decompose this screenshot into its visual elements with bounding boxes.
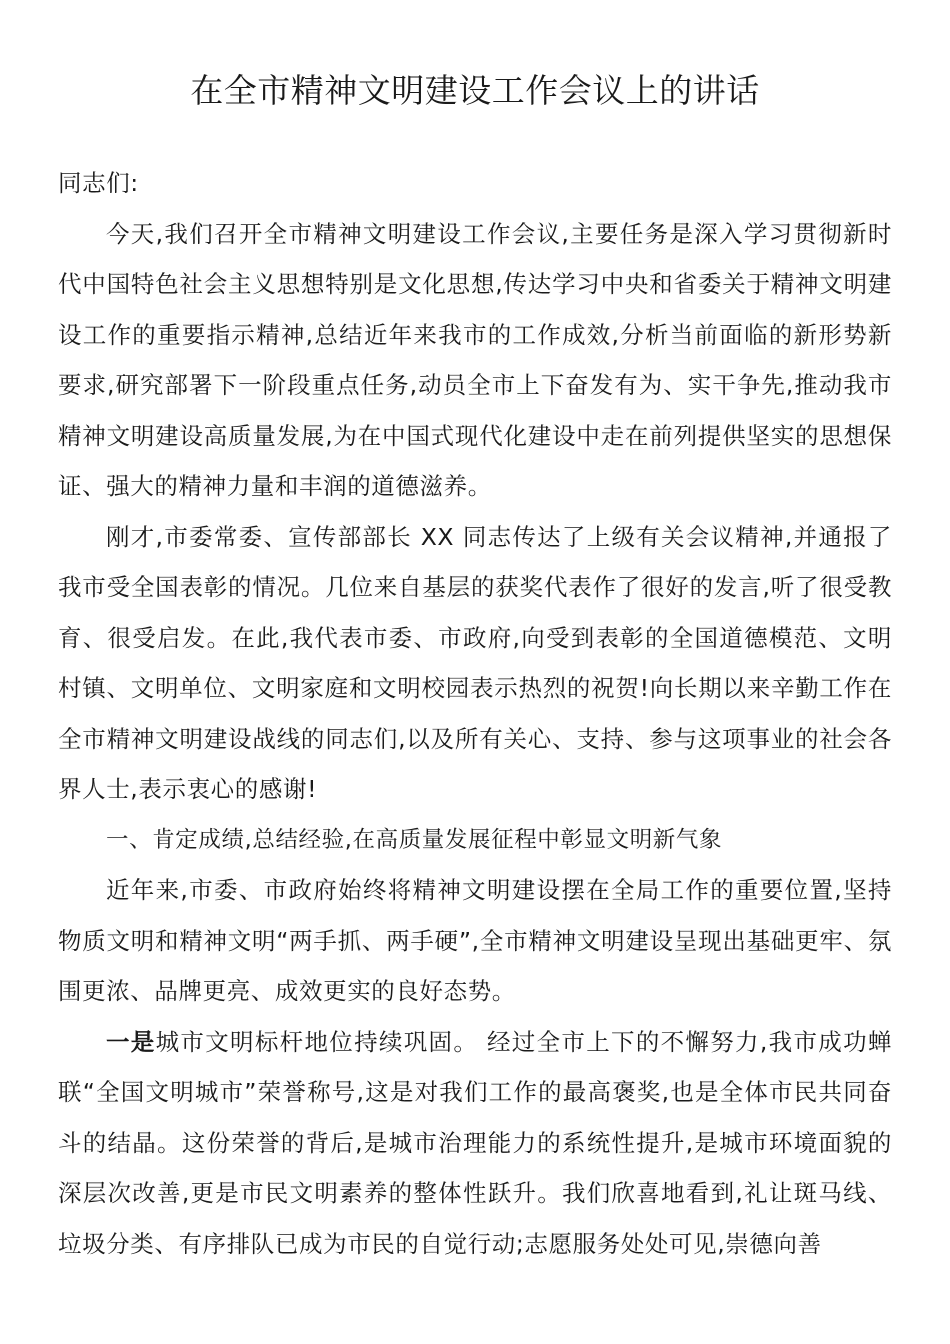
paragraph-text: 刚才,市委常委、宣传部部长 XX 同志传达了上级有关会议精神,并通报了我市受全国表彰的情况。几位来自基层的获奖代表作了很好的发言,听了很受教育、很受启发。在此,我代表市委、市政府,向受到表彰的全国道德模范、文明村镇、文明单位、文明家庭和文明校园表示热烈的祝贺!向长期以来辛勤工作在全市精神文明建设战线的同志们,以及所有关心、支持、参与这项事业的社会各界人士,表示衷心的感谢! [58,522,892,803]
paragraph-achievements [58,865,892,1017]
paragraph-text: 近年来,市委、市政府始终将精神文明建设摆在全局工作的重要位置,坚持物质文明和精神文明“两手抓、两手硬”,全市精神文明建设呈现出基础更牢、氛围更浓、品牌更亮、成效更实的良好态势。 [58,876,892,1005]
salutation: 同志们: [58,169,139,197]
paragraph-opening [58,209,892,512]
paragraph-point-one [58,1017,892,1270]
document-title: 在全市精神文明建设工作会议上的讲话 [190,71,760,110]
paragraph-congratulations [58,512,892,815]
section-heading-text: 一、肯定成绩,总结经验,在高质量发展征程中彰显文明新气象 [106,826,723,853]
document-body [58,158,892,1269]
paragraph-text: 今天,我们召开全市精神文明建设工作会议,主要任务是深入学习贯彻新时代中国特色社会主义思想特别是文化思想,传达学习中央和省委关于精神文明建设工作的重要指示精神,总结近年来我市的工作成效,分析当前面临的新形势新要求,研究部署下一阶段重点任务,动员全市上下奋发有为、实干争先,推动我市精神文明建设高质量发展,为在中国式现代化建设中走在前列提供坚实的思想保证、强大的精神力量和丰润的道德滋养。 [58,219,892,500]
section-heading [58,815,892,866]
paragraph-text: 城市文明标杆地位持续巩固。 经过全市上下的不懈努力,我市成功蝉联“全国文明城市”荣誉称号,这是对我们工作的最高褒奖,也是全体市民共同奋斗的结晶。这份荣誉的背后,是城市治理能力的系统性提升,是城市环境面貌的深层次改善,更是市民文明素养的整体性跃升。我们欣喜地看到,礼让斑马线、垃圾分类、有序排队已成为市民的自觉行动;志愿服务处处可见,崇德向善 [58,1027,892,1258]
paragraph-lead: 一是 [106,1027,156,1056]
